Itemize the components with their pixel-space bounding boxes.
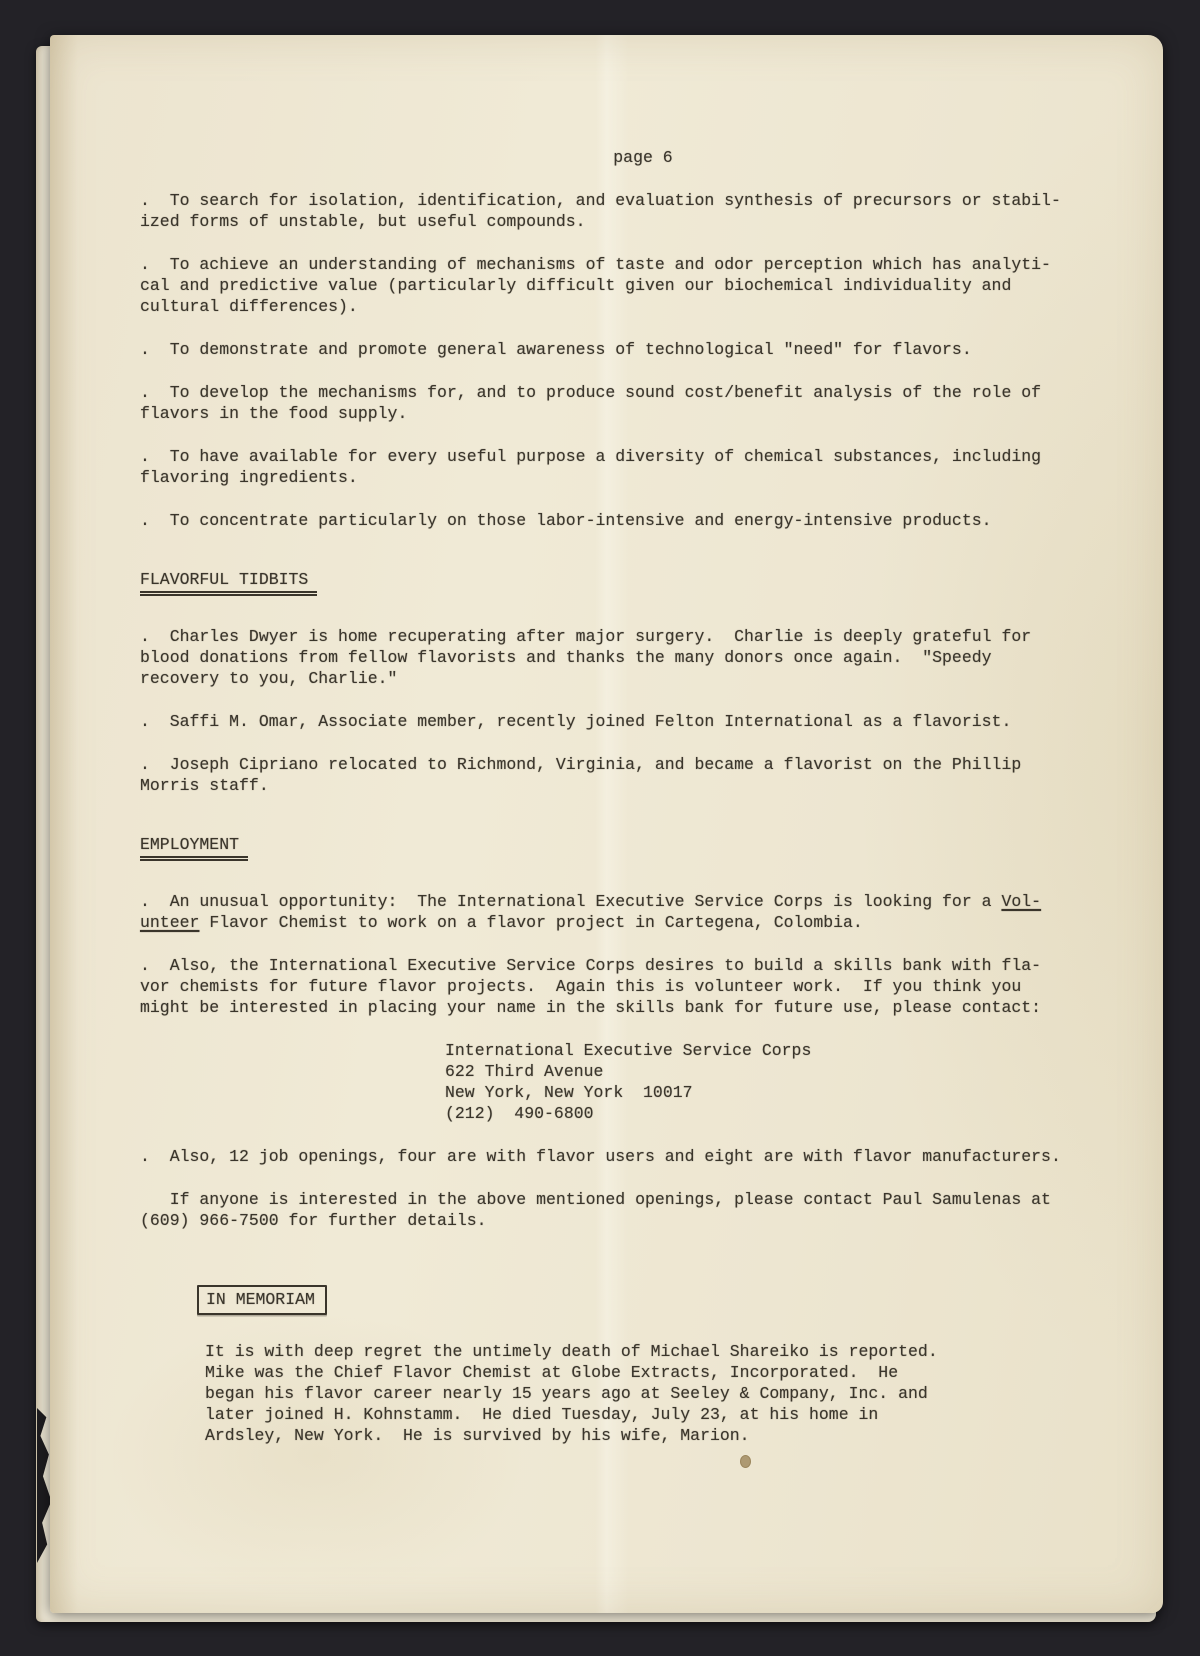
text-line: flavoring ingredients. [140, 468, 358, 487]
section-heading-text: EMPLOYMENT [140, 834, 248, 861]
bullet-paragraph [140, 510, 1130, 531]
text-line: ized forms of unstable, but useful compounds. [140, 212, 586, 231]
text-line: . Saffi M. Omar, Associate member, recently joined Felton International as a flavorist. [140, 712, 1012, 731]
memoriam-heading-text: IN MEMORIAM [197, 1285, 327, 1315]
document-page [50, 35, 1163, 1613]
text-line: later joined H. Kohnstamm. He died Tuesday, July 23, at his home in [205, 1405, 879, 1424]
bullet-paragraph [140, 955, 1130, 1018]
text-line: unteer Flavor Chemist to work on a flavor project in Cartegena, Colombia. [140, 913, 863, 932]
address-block [445, 1040, 1130, 1124]
text-line: . To develop the mechanisms for, and to produce sound cost/benefit analysis of the role of [140, 383, 1042, 402]
text-line: cal and predictive value (particularly difficult given our biochemical individuality and [140, 276, 1012, 295]
section-heading [140, 834, 1130, 861]
text-line: . Charles Dwyer is home recuperating after major surgery. Charlie is deeply grateful for [140, 627, 1032, 646]
bullet-paragraph [140, 891, 1130, 933]
text-line: If anyone is interested in the above mentioned openings, please contact Paul Samulenas at [140, 1190, 1051, 1209]
bullet-paragraph [140, 382, 1130, 424]
text-line: . Also, the International Executive Service Corps desires to build a skills bank with fla- [140, 956, 1042, 975]
text-line: . Joseph Cipriano relocated to Richmond, Virginia, and became a flavorist on the Phillip [140, 755, 1022, 774]
text-line: Morris staff. [140, 776, 269, 795]
text-line: . To search for isolation, identification, and evaluation synthesis of precursors or stabil- [140, 191, 1061, 210]
text-line: recovery to you, Charlie." [140, 669, 398, 688]
memoriam-heading [197, 1285, 1130, 1315]
paper-speck [740, 1455, 751, 1468]
text-line: 622 Third Avenue [445, 1062, 604, 1081]
text-line: . To demonstrate and promote general awareness of technological "need" for flavors. [140, 340, 972, 359]
memoriam-paragraph [205, 1341, 1130, 1446]
bullet-paragraph [140, 711, 1130, 732]
bullet-paragraph [140, 254, 1130, 317]
bullet-paragraph [140, 1146, 1130, 1167]
text-line: It is with deep regret the untimely death of Michael Shareiko is reported. [205, 1342, 938, 1361]
paragraph [140, 1189, 1130, 1231]
text-line: Ardsley, New York. He is survived by his wife, Marion. [205, 1426, 750, 1445]
bullet-paragraph [140, 339, 1130, 360]
text-line: . To concentrate particularly on those labor-intensive and energy-intensive products. [140, 511, 992, 530]
text-line: vor chemists for future flavor projects. Again this is volunteer work. If you think you [140, 977, 1022, 996]
text-line: Mike was the Chief Flavor Chemist at Globe Extracts, Incorporated. He [205, 1363, 899, 1382]
underlined-text: unteer [140, 913, 200, 932]
text-line: cultural differences). [140, 297, 358, 316]
text-line: (212) 490-6800 [445, 1104, 594, 1123]
underlined-text: Vol- [1001, 892, 1042, 911]
text-line: International Executive Service Corps [445, 1041, 812, 1060]
document-blocks [140, 190, 1130, 1446]
page-number: page 6 [613, 148, 673, 167]
section-heading [140, 569, 1130, 596]
text-line: flavors in the food supply. [140, 404, 408, 423]
text-line: might be interested in placing your name in the skills bank for future use, please contact: [140, 998, 1042, 1017]
bullet-paragraph [140, 190, 1130, 232]
text-line: . To have available for every useful purpose a diversity of chemical substances, including [140, 447, 1042, 466]
bullet-paragraph [140, 754, 1130, 796]
text-line: began his flavor career nearly 15 years ago at Seeley & Company, Inc. and [205, 1384, 928, 1403]
document-body [140, 147, 1130, 1446]
section-heading-text: FLAVORFUL TIDBITS [140, 569, 317, 596]
text-line: (609) 966-7500 for further details. [140, 1211, 487, 1230]
text-line: . To achieve an understanding of mechanisms of taste and odor perception which has analyti- [140, 255, 1051, 274]
text-line: . Also, 12 job openings, four are with flavor users and eight are with flavor manufacturers. [140, 1147, 1061, 1166]
text-line: blood donations from fellow flavorists and thanks the many donors once again. "Speedy [140, 648, 992, 667]
bullet-paragraph [140, 626, 1130, 689]
bullet-paragraph [140, 446, 1130, 488]
text-line: . An unusual opportunity: The International Executive Service Corps is looking for a Vol- [140, 892, 1042, 911]
text-line: New York, New York 10017 [445, 1083, 693, 1102]
